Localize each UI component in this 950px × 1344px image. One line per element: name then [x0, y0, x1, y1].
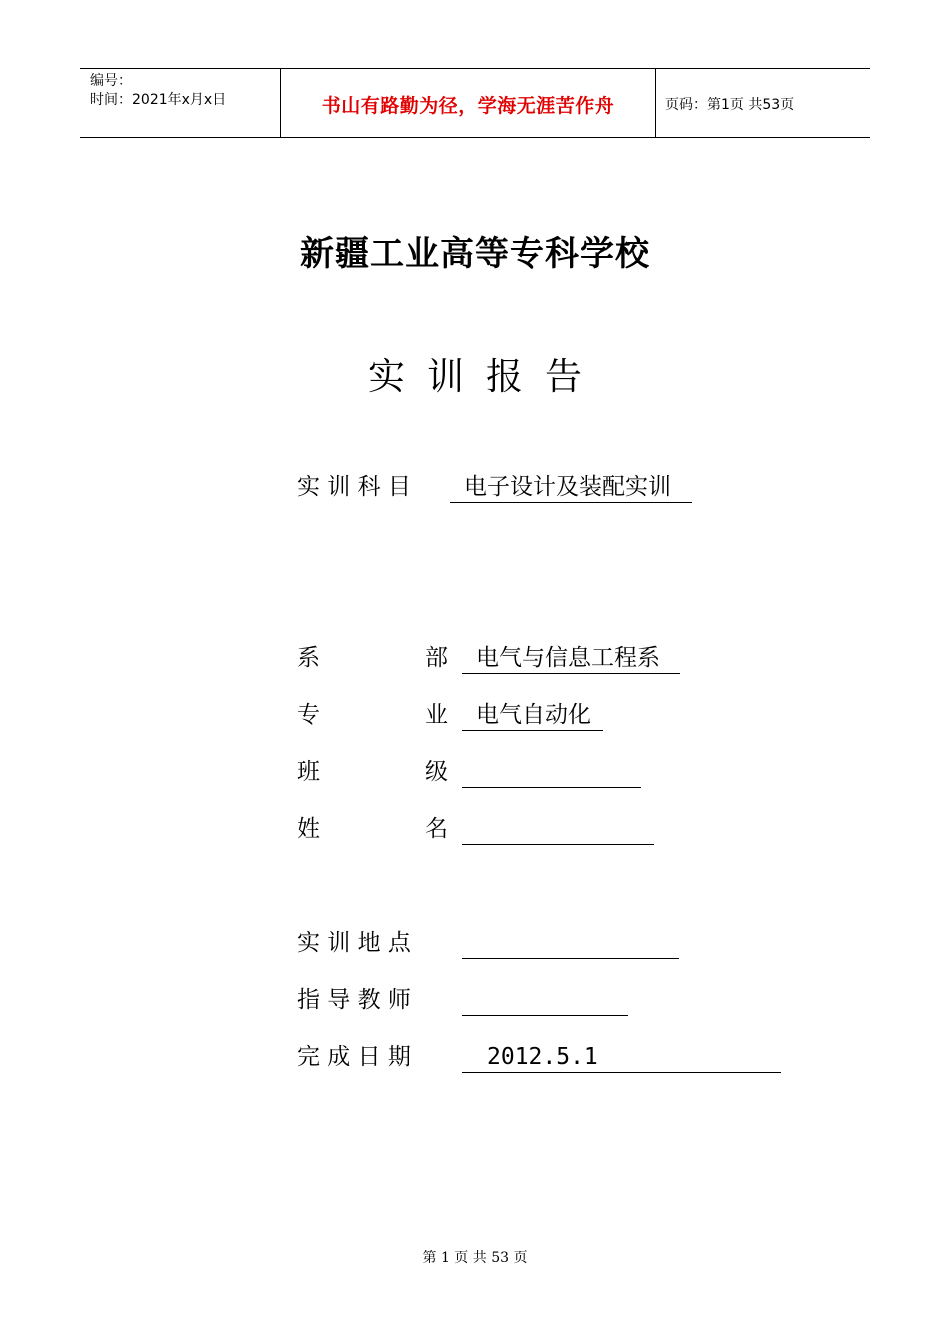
name-label-b: 名	[425, 816, 448, 842]
date-label: 完 成 日 期	[297, 1044, 411, 1070]
date-row	[297, 1042, 797, 1074]
place-value	[462, 930, 476, 956]
class-label-b: 级	[425, 759, 448, 785]
header-table	[80, 68, 870, 138]
class-field	[462, 757, 641, 788]
department-label-a: 系	[297, 645, 320, 671]
major-label-b: 业	[425, 702, 448, 728]
class-label-a: 班	[297, 759, 320, 785]
department-row	[297, 643, 697, 675]
name-field	[462, 814, 654, 845]
page-footer: 第 1 页 共 53 页	[422, 1250, 528, 1266]
subject-row	[297, 472, 717, 504]
report-title: 实训报告	[368, 355, 604, 398]
header-motto-cell	[280, 69, 656, 137]
motto-text: 书山有路勤为径，学海无涯苦作舟	[321, 95, 615, 117]
teacher-value	[462, 987, 476, 1013]
place-label: 实 训 地 点	[297, 930, 411, 956]
teacher-row	[297, 985, 697, 1017]
teacher-label: 指 导 教 师	[297, 987, 411, 1013]
major-row	[297, 700, 697, 732]
department-value: 电气与信息工程系	[476, 645, 660, 671]
subject-value: 电子设计及装配实训	[464, 474, 671, 500]
major-value: 电气自动化	[476, 702, 591, 728]
department-field	[462, 643, 680, 674]
place-field	[462, 928, 679, 959]
major-field	[462, 700, 603, 731]
major-label-a: 专	[297, 702, 320, 728]
date-field	[462, 1042, 781, 1073]
teacher-field	[462, 985, 628, 1016]
class-row	[297, 757, 697, 789]
subject-field	[450, 472, 692, 503]
place-row	[297, 928, 697, 960]
page-info: 页码：第1页 共53页	[665, 97, 795, 113]
date-value: 2012.5.1	[487, 1044, 598, 1070]
name-value	[462, 816, 476, 842]
header-page-cell	[655, 69, 870, 137]
subject-label: 实 训 科 目	[297, 474, 411, 500]
time-label: 时间：2021年x月x日	[90, 92, 227, 108]
name-label-a: 姓	[297, 816, 320, 842]
department-label-b: 部	[425, 645, 448, 671]
header-meta-cell	[80, 69, 280, 137]
class-value	[462, 759, 476, 785]
number-label: 编号：	[90, 73, 132, 89]
school-title: 新疆工业高等专科学校	[300, 234, 650, 274]
name-row	[297, 814, 697, 846]
